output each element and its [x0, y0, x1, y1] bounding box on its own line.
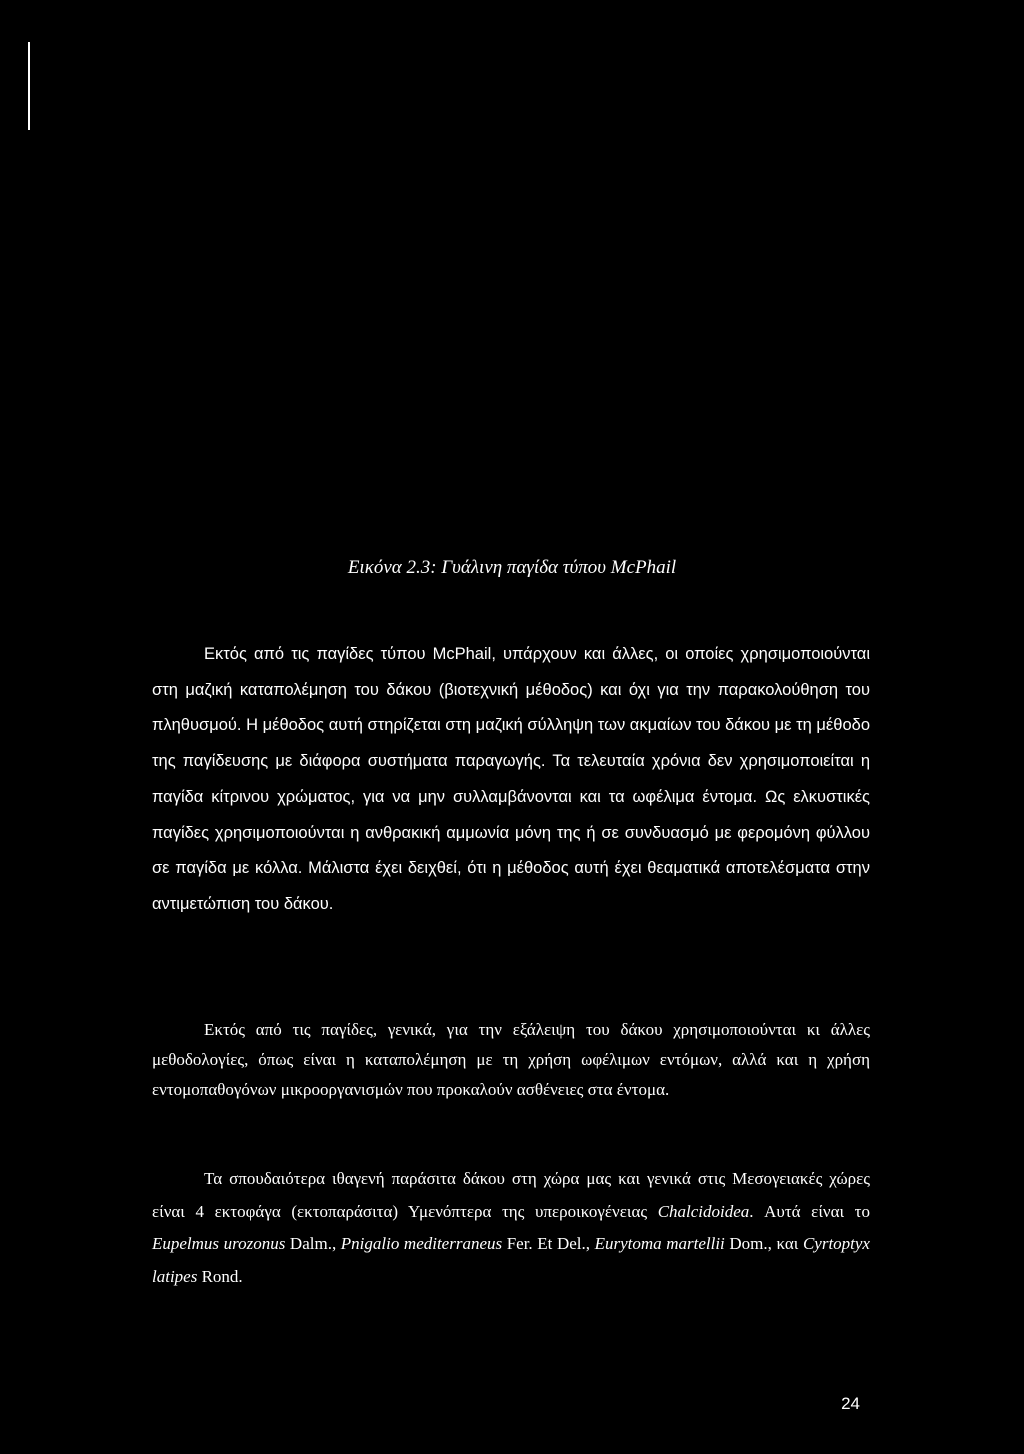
- paragraph-text-segment: Dom., και: [724, 1234, 803, 1254]
- species-name: Eurytoma martellii: [594, 1234, 725, 1254]
- paragraph-other-methods: [152, 1015, 870, 1106]
- figure-caption-label: Εικόνα 2.3:: [347, 557, 437, 578]
- paragraph-text-segment: . Αυτά είναι το: [749, 1201, 870, 1221]
- paragraph-parasites: [152, 1163, 870, 1294]
- scan-edge-mark: [28, 42, 30, 130]
- species-name: Pnigalio mediterraneus: [340, 1234, 503, 1254]
- figure-caption-text: Γυάλινη παγίδα τύπου McPhail: [441, 557, 677, 578]
- paragraph-text: Εκτός από τις παγίδες τύπου McPhail, υπάρχουν και άλλες, οι οποίες χρησιμοποιούνται στη μαζική καταπολέμηση του δάκου (βιοτεχνική μέθοδος) και όχι για την παρακολούθηση του πληθυσμού. Η μέθοδος αυτή στηρίζεται στη μαζική σύλληψη των ακμαίων του δάκου με τη μέθοδο της παγίδευσης με διάφορα συστήματα παραγωγής. Τα τελευταία χρόνια δεν χρησιμοποιείται η παγίδα κίτρινου χρώματος, για να μην συλλαμβάνονται και τα ωφέλιμα έντομα. Ως ελκυστικές παγίδες χρησιμοποιούνται η ανθρακική αμμωνία μόνη της ή σε συνδυασμό με φερομόνη φύλλου σε παγίδα με κόλλα. Μάλιστα έχει δειχθεί, ότι η μέθοδος αυτή έχει θεαματικά αποτελέσματα στην αντιμετώπιση του δάκου.: [152, 645, 870, 913]
- page-number: 24: [841, 1394, 860, 1413]
- paragraph-text-segment: Dalm.,: [285, 1234, 341, 1254]
- species-name: Chalcidoidea: [657, 1201, 750, 1221]
- paragraph-text-segment: Rond.: [197, 1267, 243, 1287]
- species-name: Cyrtoptyx latipes: [152, 1234, 870, 1287]
- figure-caption: [0, 555, 1024, 581]
- paragraph-text: Εκτός από τις παγίδες, γενικά, για την εξάλειψη του δάκου χρησιμοποιούνται κι άλλες μεθοδολογίες, όπως είναι η καταπολέμηση με τη χρήση ωφέλιμων εντόμων, αλλά και η χρήση εντομοπαθογόνων μικροοργανισμών που προκαλούν ασθένειες στα έντομα.: [152, 1020, 870, 1100]
- species-name: Eupelmus urozonus: [152, 1234, 286, 1254]
- paragraph-mcphail-traps: [152, 637, 870, 923]
- paragraph-text-segment: Fer. Et Del.,: [502, 1234, 595, 1254]
- paragraph-text-segment: Τα σπουδαιότερα ιθαγενή παράσιτα δάκου στη χώρα μας και γενικά στις Μεσογειακές χώρες είναι 4 εκτοφάγα (εκτοπαράσιτα) Υμενόπτερα της υπεροικογένειας: [152, 1169, 870, 1221]
